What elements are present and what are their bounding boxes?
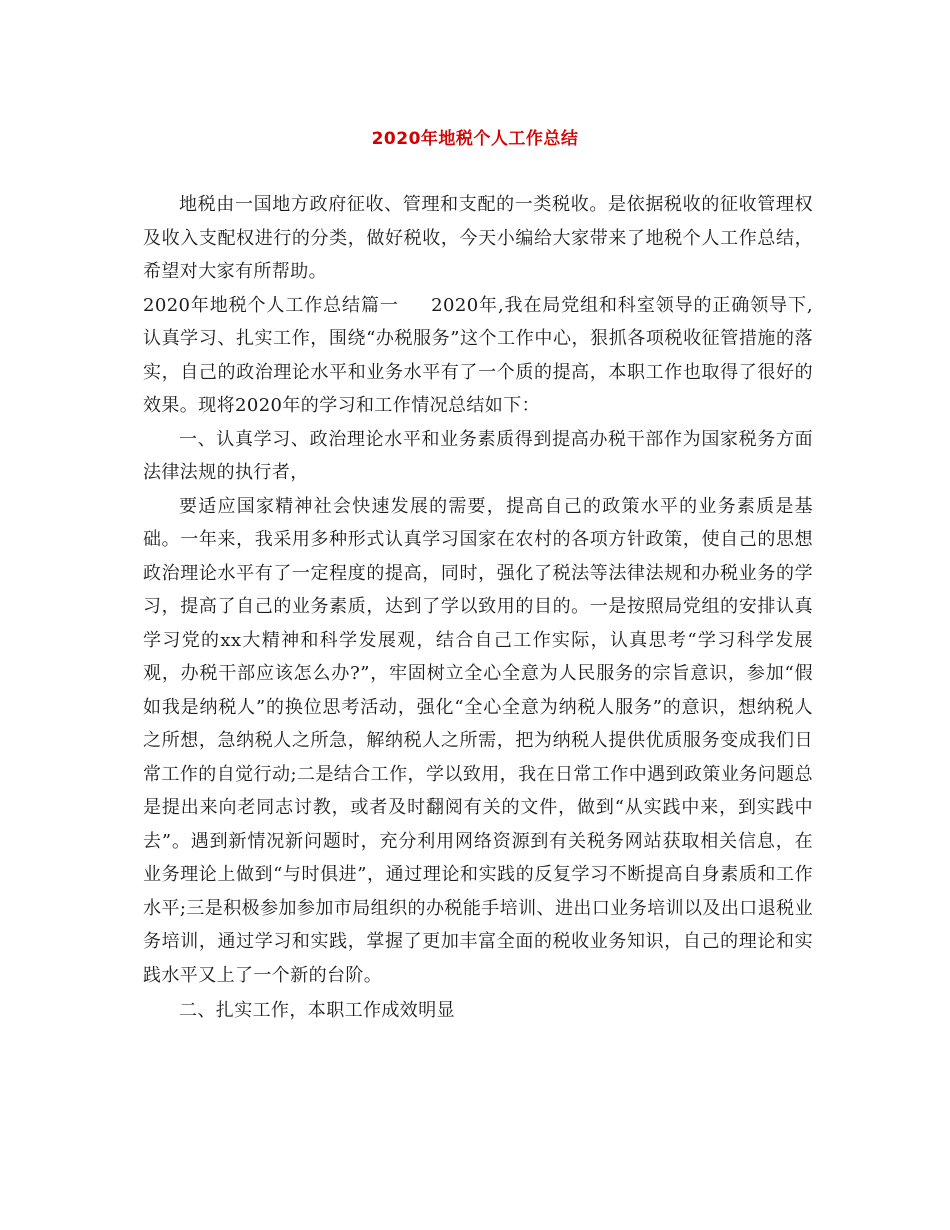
body-one-paragraph: 要适应国家精神社会快速发展的需要，提高自己的政策水平的业务素质是基础。一年来，我采用多种形式认真学习国家在农村的各项方针政策，使自己的思想政治理论水平有了一定程度的提高，同时，强化了税法等法律法规和办税业务的学习，提高了自己的业务素质，达到了学以致用的目的。一是按照局党组的安排认真学习党的xx大精神和科学发展观，结合自己工作实际，认真思考“学习科学发展观，办税干部应该怎么办?”，牢固树立全心全意为人民服务的宗旨意识，参加“假如我是纳税人”的换位思考活动，强化“全心全意为纳税人服务”的意识，想纳税人之所想，急纳税人之所急，解纳税人之所需，把为纳税人提供优质服务变成我们日常工作的自觉行动;二是结合工作，学以致用，我在日常工作中遇到政策业务问题总是提出来向老同志讨教，或者及时翻阅有关的文件，做到“从实践中来，到实践中去”。遇到新情况新问题时，充分利用网络资源到有关税务网站获取相关信息，在业务理论上做到“与时俱进”，通过理论和实践的反复学习不断提高自身素质和工作水平;三是积极参加参加市局组织的办税能手培训、进出口业务培训以及出口退税业务培训，通过学习和实践，掌握了更加丰富全面的税收业务知识，自己的理论和实践水平又上了一个新的台阶。 <box>143 495 813 986</box>
heading-two: 二、扎实工作，本职工作成效明显 <box>179 1000 455 1021</box>
document-title: 2020年地税个人工作总结 <box>371 129 579 149</box>
heading-one: 一、认真学习、政治理论水平和业务素质得到提高办税干部作为国家税务方面法律法规的执行者， <box>143 428 813 483</box>
intro-paragraph: 地税由一国地方政府征收、管理和支配的一类税收。是依据税收的征收管理权及收入支配权进行的分类，做好税收，今天小编给大家带来了地税个人工作总结，希望对大家有所帮助。 <box>143 194 813 282</box>
section-body: 2020年,我在局党组和科室领导的正确领导下,认真学习、扎实工作，围绕“办税服务”这个工作中心，狠抓各项税收征管措施的落实，自己的政治理论水平和业务水平有了一个质的提高，本职工作也取得了很好的效果。现将2020年的学习和工作情况总结如下： <box>143 294 813 416</box>
document-body <box>143 188 813 1028</box>
section-one-paragraph <box>143 289 813 423</box>
section-label: 2020年地税个人工作总结篇一 <box>143 294 399 316</box>
